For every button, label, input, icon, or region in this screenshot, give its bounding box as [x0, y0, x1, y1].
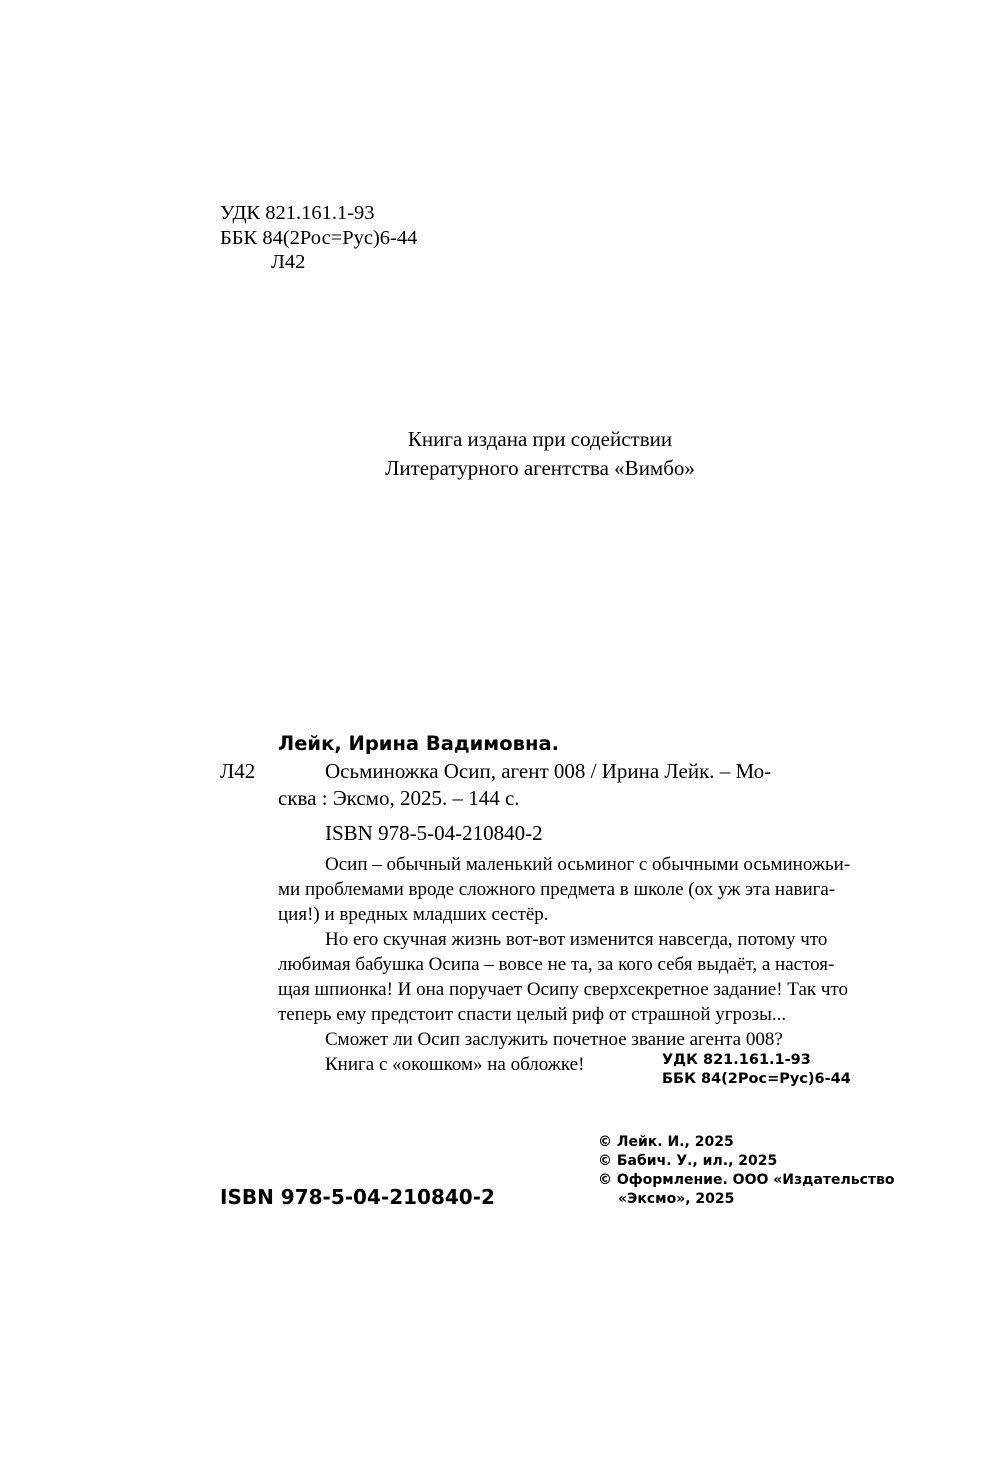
udk-code: УДК 821.161.1-93 [220, 202, 375, 224]
annotation-p3: Сможет ли Осип заслужить почетное звание агента 008? [325, 1029, 783, 1050]
bibliography-isbn: ISBN 978-5-04-210840-2 [325, 821, 543, 845]
annotation-p2-line: любимая бабушка Осипа – вовсе не та, за кого себя выдаёт, а настоя- [278, 954, 835, 975]
annotation-p4: Книга с «окошком» на обложке! [325, 1054, 585, 1075]
copyright-author: © Лейк. И., 2025 [598, 1134, 734, 1150]
classification-block [220, 201, 417, 275]
annotation-p2-line: щая шпионка! И она поручает Осипу сверхсекретное задание! Так что [278, 979, 848, 1000]
annotation-p2-line: теперь ему предстоит спасти целый риф от страшной угрозы... [278, 1004, 787, 1025]
support-line-1: Книга издана при содействии [407, 427, 673, 451]
annotation-p2-line: Но его скучная жизнь вот-вот изменится навсегда, потому что [325, 929, 828, 950]
bibliography-author-sign: Л42 [220, 759, 256, 783]
classification-bottom [662, 1051, 851, 1089]
support-note [0, 425, 1000, 483]
bibliography-title-line-1: Осьминожка Осип, агент 008 / Ирина Лейк. – Мо- [325, 759, 772, 783]
copyright-illustrator: © Бабич. У., ил., 2025 [598, 1153, 778, 1169]
udk-code-bottom: УДК 821.161.1-93 [662, 1052, 811, 1068]
bbk-code: ББК 84(2Рос=Рус)6-44 [220, 226, 418, 249]
copyright-block [598, 1133, 895, 1209]
annotation-p1-line: ми проблемами вроде сложного предмета в школе (ох уж эта навига- [278, 879, 836, 900]
bibliography-title-line-2: сква : Эксмо, 2025. – 144 с. [278, 786, 520, 810]
annotation [278, 852, 858, 1077]
bbk-code-bottom: ББК 84(2Рос=Рус)6-44 [662, 1071, 851, 1087]
annotation-p1-line: ция!) и вредных младших сестёр. [278, 904, 549, 925]
bibliography-author: Лейк, Ирина Вадимовна. [278, 732, 560, 755]
copyright-design-cont: «Эксмо», 2025 [618, 1191, 735, 1207]
support-line-2: Литературного агентства «Вимбо» [385, 456, 695, 480]
annotation-p1-line: Осип – обычный маленький осьминог с обычными осьминожьи- [325, 854, 851, 875]
author-sign: Л42 [271, 251, 306, 273]
isbn-main: ISBN 978-5-04-210840-2 [220, 1185, 495, 1209]
copyright-design: © Оформление. ООО «Издательство [598, 1172, 895, 1188]
